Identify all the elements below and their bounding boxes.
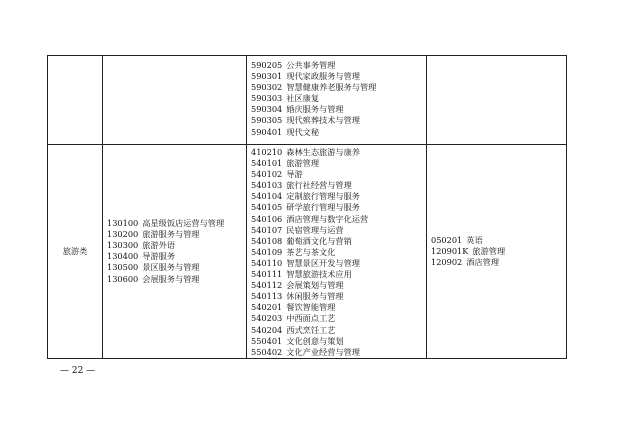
major-name: 智慧景区开发与管理	[286, 257, 360, 268]
secondary-majors-list	[107, 218, 246, 285]
secondary-majors-cell	[103, 145, 247, 359]
major-name: 现代文秘	[286, 126, 320, 137]
major-name: 民宿管理与运营	[286, 224, 344, 235]
major-code: 130500	[107, 262, 139, 273]
undergraduate-majors-cell	[427, 145, 567, 359]
category-cell	[48, 56, 103, 145]
major-name: 高星级饭店运营与管理	[142, 218, 225, 229]
major-code: 590305	[251, 115, 283, 126]
major-code: 540111	[251, 269, 283, 280]
major-code: 590304	[251, 104, 283, 115]
major-code: 130100	[107, 218, 139, 229]
major-code: 540203	[251, 313, 283, 324]
major-list-item	[251, 280, 426, 291]
major-list-item	[251, 147, 426, 158]
major-list-item	[251, 336, 426, 347]
higher-vocational-majors-cell	[247, 56, 427, 145]
major-code: 540201	[251, 302, 283, 313]
major-name: 会展服务与管理	[142, 273, 200, 284]
major-name: 英语	[466, 234, 483, 245]
major-list-item	[431, 235, 566, 246]
major-code: 540110	[251, 257, 283, 268]
major-name: 西式烹饪工艺	[286, 324, 336, 335]
major-list-item	[251, 269, 426, 280]
major-list-item	[251, 214, 426, 225]
major-code: 130200	[107, 229, 139, 240]
major-code: 540109	[251, 246, 283, 257]
table-row	[48, 145, 567, 359]
major-code: 540101	[251, 158, 283, 169]
major-code: 130600	[107, 273, 139, 284]
major-list-item	[251, 347, 426, 358]
major-name: 导游	[286, 169, 303, 180]
major-list-item	[251, 60, 426, 71]
major-name: 中西面点工艺	[286, 313, 336, 324]
major-code: 130300	[107, 240, 139, 251]
major-name: 现代殡葬技术与管理	[286, 115, 360, 126]
major-code: 540108	[251, 235, 283, 246]
major-list-item	[251, 93, 426, 104]
major-name: 旅游服务与管理	[142, 229, 200, 240]
major-list-item	[107, 229, 246, 240]
major-list-item	[251, 191, 426, 202]
major-list-item	[431, 257, 566, 268]
secondary-majors-cell	[103, 56, 247, 145]
major-code: 130400	[107, 251, 139, 262]
major-name: 定制旅行管理与服务	[286, 191, 360, 202]
major-list-item	[251, 247, 426, 258]
major-list-item	[251, 169, 426, 180]
major-name: 酒店管理	[466, 256, 500, 267]
major-name: 导游服务	[142, 251, 176, 262]
category-cell: 旅游类	[48, 145, 103, 359]
major-code: 590301	[251, 71, 283, 82]
major-name: 现代家政服务与管理	[286, 71, 360, 82]
major-name: 茶艺与茶文化	[286, 246, 336, 257]
major-name: 会展策划与管理	[286, 280, 344, 291]
major-name: 公共事务管理	[286, 60, 336, 70]
major-name: 森林生态旅游与康养	[286, 147, 360, 157]
major-code: 540107	[251, 224, 283, 235]
major-name: 休闲服务与管理	[286, 291, 344, 302]
major-list-item	[251, 115, 426, 126]
major-name: 景区服务与管理	[142, 262, 200, 273]
major-code: 540104	[251, 191, 283, 202]
major-name: 婚庆服务与管理	[286, 104, 344, 115]
higher-vocational-majors-list	[251, 60, 426, 138]
major-name: 旅游管理	[286, 158, 320, 169]
major-list-item	[107, 274, 246, 285]
major-code: 540112	[251, 280, 283, 291]
major-code: 540106	[251, 213, 283, 224]
major-code: 120902	[431, 256, 463, 267]
major-code: 540103	[251, 180, 283, 191]
higher-vocational-majors-list	[251, 147, 426, 358]
major-code: 540105	[251, 202, 283, 213]
major-name: 智慧旅游技术应用	[286, 269, 352, 280]
major-list-item	[431, 246, 566, 257]
major-list-item	[251, 325, 426, 336]
major-name: 智慧健康养老服务与管理	[286, 82, 377, 93]
major-name: 社区康复	[286, 93, 320, 104]
major-name: 酒店管理与数字化运营	[286, 213, 369, 224]
higher-vocational-majors-cell	[247, 145, 427, 359]
major-list-item	[251, 180, 426, 191]
major-code: 540204	[251, 324, 283, 335]
major-name: 旅游外语	[142, 240, 176, 251]
major-list-item	[251, 236, 426, 247]
undergraduate-majors-list	[431, 235, 566, 268]
major-name: 餐饮智能管理	[286, 302, 336, 313]
major-catalog-table	[47, 55, 567, 359]
major-code: 120901K	[431, 245, 469, 256]
major-list-item	[107, 218, 246, 229]
major-code: 550402	[251, 346, 283, 357]
major-list-item	[251, 202, 426, 213]
major-name: 文化产业经营与管理	[286, 346, 360, 357]
major-list-item	[251, 82, 426, 93]
major-code: 590401	[251, 126, 283, 137]
major-list-item	[251, 225, 426, 236]
major-list-item	[251, 291, 426, 302]
major-code: 590205	[251, 60, 283, 70]
major-code: 410210	[251, 147, 283, 157]
major-list-item	[251, 104, 426, 115]
major-list-item	[251, 302, 426, 313]
major-code: 590303	[251, 93, 283, 104]
major-list-item	[251, 313, 426, 324]
major-name: 葡萄酒文化与营销	[286, 235, 352, 246]
major-list-item	[107, 251, 246, 262]
undergraduate-majors-cell	[427, 56, 567, 145]
major-name: 文化创意与策划	[286, 335, 344, 346]
major-name: 旅行社经营与管理	[286, 180, 352, 191]
table-row	[48, 56, 567, 145]
major-name: 研学旅行管理与服务	[286, 202, 360, 213]
major-code: 550401	[251, 335, 283, 346]
major-name: 旅游管理	[472, 245, 506, 256]
major-list-item	[251, 71, 426, 82]
major-code: 050201	[431, 234, 463, 245]
major-code: 590302	[251, 82, 283, 93]
major-list-item	[251, 127, 426, 138]
major-code: 540113	[251, 291, 283, 302]
major-list-item	[107, 262, 246, 273]
page-number: — 22 —	[60, 366, 96, 376]
major-code: 540102	[251, 169, 283, 180]
major-list-item	[107, 240, 246, 251]
major-list-item	[251, 258, 426, 269]
major-list-item	[251, 158, 426, 169]
